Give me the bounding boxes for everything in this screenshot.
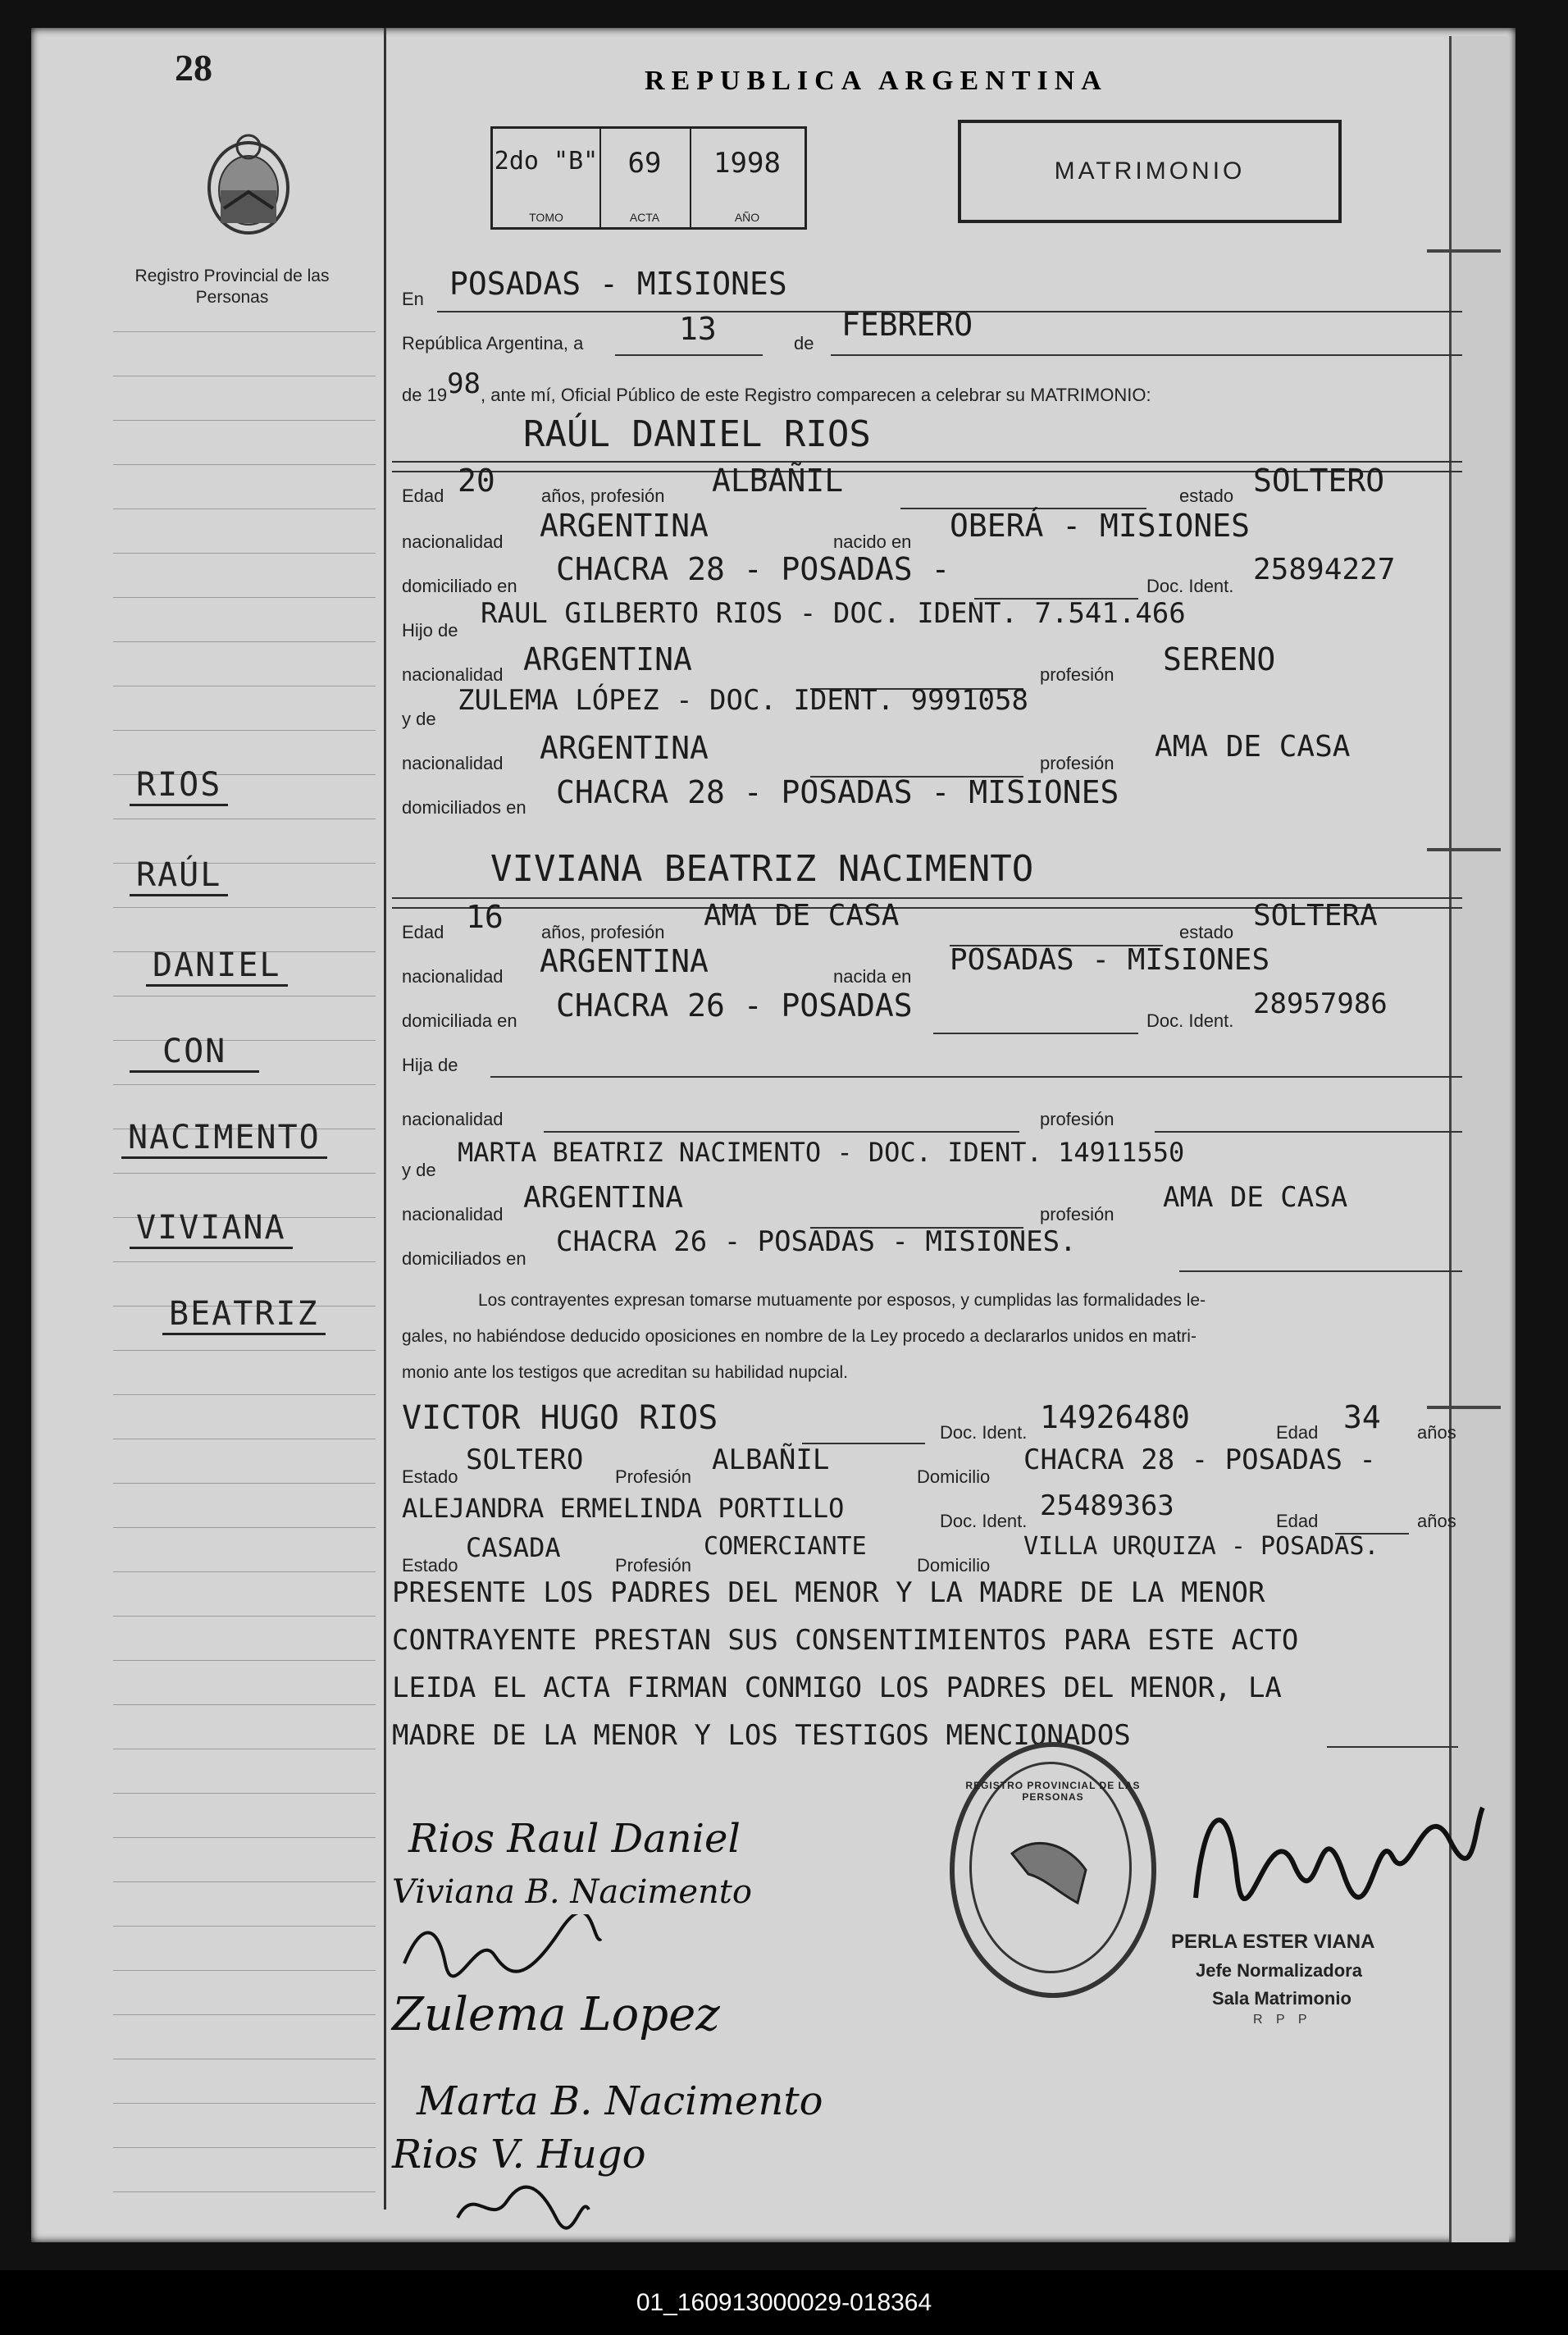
acta-cell: 69 ACTA — [599, 129, 691, 227]
witness2-estado-label: Estado — [402, 1555, 458, 1576]
signature-bride: Viviana B. Nacimento — [392, 1873, 752, 1911]
ruled-line — [113, 1837, 376, 1838]
witness1-dom-label: Domicilio — [917, 1466, 991, 1487]
groom-parents-dom: CHACRA 28 - POSADAS - MISIONES — [556, 774, 1119, 810]
tomo-cell: 2do "B" TOMO — [493, 129, 601, 227]
intro-sentence: , ante mí, Oficial Público de este Registro comparecen a celebrar su MATRIMONIO: — [481, 385, 1151, 405]
witness1-edad-label: Edad — [1276, 1422, 1319, 1443]
bride-estado-label: estado — [1179, 922, 1234, 942]
groom-nacido-en: OBERÁ - MISIONES — [950, 508, 1251, 544]
groom-parents-dom-label: domiciliados en — [402, 797, 526, 818]
bride-mother-prof-label: profesión — [1040, 1204, 1114, 1225]
ruled-line — [113, 641, 376, 642]
declaration-line-2: gales, no habiéndose deducido oposiciones en nombre de la Ley procedo a declararlos unidos en matri- — [402, 1327, 1197, 1346]
declaration-line-1: Los contrayentes expresan tomarse mutuamente por esposos, y cumplidas las formalidades le- — [478, 1291, 1206, 1310]
en-label: En — [402, 289, 424, 309]
ruled-line — [113, 2191, 376, 2192]
rep-label: República Argentina, a — [402, 333, 584, 353]
witness2-doc: 25489363 — [1040, 1489, 1174, 1522]
witness1-estado-label: Estado — [402, 1466, 458, 1487]
witness2-doc-label: Doc. Ident. — [940, 1511, 1028, 1531]
groom-father-prof-label: profesión — [1040, 664, 1114, 685]
official-name: PERLA ESTER VIANA — [1171, 1931, 1375, 1953]
bride-doc-label: Doc. Ident. — [1146, 1010, 1234, 1031]
ruled-line — [113, 420, 376, 421]
ruled-line — [113, 1571, 376, 1572]
note-line-1: PRESENTE LOS PADRES DEL MENOR Y LA MADRE DE LA MENOR — [392, 1576, 1265, 1609]
witness1-profesion: ALBAÑIL — [712, 1443, 830, 1476]
official-title: Jefe Normalizadora — [1196, 1960, 1362, 1981]
ruled-line — [113, 1660, 376, 1661]
witness2-domicilio: VILLA URQUIZA - POSADAS. — [1023, 1532, 1379, 1561]
note-line-2: CONTRAYENTE PRESTAN SUS CONSENTIMIENTOS PARA ESTE ACTO — [392, 1624, 1299, 1657]
month-value: FEBRERO — [841, 307, 973, 343]
ruled-line — [113, 1173, 376, 1174]
bride-father-prof-label: profesión — [1040, 1109, 1114, 1129]
ruled-line — [113, 1527, 376, 1528]
year-prefix: de 19 — [402, 385, 448, 405]
year-line — [402, 367, 1151, 408]
witness1-doc-label: Doc. Ident. — [940, 1422, 1028, 1443]
witness2-anos-label: años — [1417, 1511, 1456, 1531]
groom-father-prof: SERENO — [1163, 641, 1276, 677]
witness2-profesion: COMERCIANTE — [704, 1532, 867, 1561]
groom-edad-label: Edad — [402, 486, 444, 506]
bride-parents-dom-label: domiciliados en — [402, 1248, 526, 1269]
bride-profesion: AMA DE CASA — [704, 899, 900, 933]
bride-nacionalidad: ARGENTINA — [540, 943, 709, 979]
bride-mother-nac-label: nacionalidad — [402, 1204, 504, 1225]
witness1-name: VICTOR HUGO RIOS — [402, 1399, 718, 1437]
ruled-line — [113, 553, 376, 554]
groom-mother-nac-label: nacionalidad — [402, 753, 504, 773]
ruled-line — [113, 1926, 376, 1927]
groom-father-nac: ARGENTINA — [523, 641, 692, 677]
bride-domicilio: CHACRA 26 - POSADAS — [556, 987, 913, 1024]
bride-edad-label: Edad — [402, 922, 444, 942]
stub-first-name: RAÚL — [130, 856, 376, 896]
day-value: 13 — [679, 311, 717, 347]
stub-con: CON — [130, 1033, 376, 1073]
ruled-line — [113, 1881, 376, 1882]
groom-doc-label: Doc. Ident. — [1146, 576, 1234, 596]
witness2-name: ALEJANDRA ERMELINDA PORTILLO — [402, 1493, 845, 1524]
ruled-line — [113, 464, 376, 465]
bride-mother-label: y de — [402, 1160, 436, 1180]
witness1-prof-label: Profesión — [615, 1466, 691, 1487]
stub-surname: RIOS — [130, 766, 376, 806]
signature-witness: Rios V. Hugo — [392, 2132, 646, 2178]
groom-mother-prof-label: profesión — [1040, 753, 1114, 773]
registry-name: Registro Provincial de las Personas — [134, 267, 330, 307]
groom-prof-label: años, profesión — [541, 486, 665, 506]
groom-mother: ZULEMA LÓPEZ - DOC. IDENT. 9991058 — [458, 684, 1028, 717]
ruled-line — [113, 1793, 376, 1794]
bride-nacida-en: POSADAS - MISIONES — [950, 943, 1270, 977]
bride-parents-dom: CHACRA 26 - POSADAS - MISIONES. — [556, 1225, 1077, 1258]
ruled-line — [113, 1084, 376, 1085]
ruled-line — [113, 597, 376, 598]
ruled-line — [113, 1350, 376, 1351]
bride-doc: 28957986 — [1253, 987, 1388, 1020]
page-number: 28 — [175, 47, 212, 89]
groom-domicilio: CHACRA 28 - POSADAS - — [556, 551, 950, 587]
header-title: REPUBLICA ARGENTINA — [645, 66, 1108, 96]
official-abbr: R P P — [1253, 2013, 1312, 2027]
signature-bride-mother: Marta B. Nacimento — [417, 2078, 823, 2124]
signature-scribble — [396, 1914, 609, 1988]
note-line-4: MADRE DE LA MENOR Y LOS TESTIGOS MENCIONADOS — [392, 1719, 1131, 1752]
witness2-edad-label: Edad — [1276, 1511, 1319, 1531]
declaration-line-3: monio ante los testigos que acreditan su habilidad nupcial. — [402, 1363, 849, 1382]
ruled-line — [113, 1970, 376, 1971]
official-office: Sala Matrimonio — [1212, 1988, 1351, 2009]
groom-dom-label: domiciliado en — [402, 576, 517, 596]
groom-nac-label: nacionalidad — [402, 531, 504, 552]
groom-nacido-label: nacido en — [833, 531, 912, 552]
ruled-line — [113, 1483, 376, 1484]
ruled-line — [113, 1261, 376, 1262]
witness1-domicilio: CHACRA 28 - POSADAS - — [1023, 1443, 1376, 1476]
witness1-anos-label: años — [1417, 1422, 1456, 1443]
groom-profesion: ALBAÑIL — [712, 463, 844, 499]
groom-estado: SOLTERO — [1253, 463, 1385, 499]
groom-mother-label: y de — [402, 709, 436, 729]
groom-estado-label: estado — [1179, 486, 1234, 506]
bride-mother: MARTA BEATRIZ NACIMENTO - DOC. IDENT. 14911550 — [458, 1137, 1185, 1168]
seal-text: REGISTRO PROVINCIAL DE LAS PERSONAS — [965, 1780, 1141, 1803]
bride-father-nac-label: nacionalidad — [402, 1109, 504, 1129]
stub-bride-first: VIVIANA — [130, 1209, 376, 1249]
bride-prof-label: años, profesión — [541, 922, 665, 942]
signature-groom: Rios Raul Daniel — [408, 1816, 741, 1862]
bride-dom-label: domiciliada en — [402, 1010, 517, 1031]
ruled-line — [113, 2103, 376, 2104]
groom-father-label: Hijo de — [402, 620, 458, 641]
image-id-footer: 01_160913000029-018364 — [0, 2270, 1568, 2335]
witness1-doc: 14926480 — [1040, 1399, 1191, 1435]
de-label: de — [794, 333, 814, 353]
record-ref-box — [490, 126, 807, 230]
witness1-estado: SOLTERO — [466, 1443, 584, 1476]
place-value: POSADAS - MISIONES — [449, 266, 787, 302]
stub-bride-middle: BEATRIZ — [162, 1295, 408, 1335]
bride-name: VIVIANA BEATRIZ NACIMENTO — [490, 848, 1034, 890]
record-type-box — [958, 120, 1342, 223]
record-type: MATRIMONIO — [1054, 157, 1246, 185]
ruled-line — [113, 907, 376, 908]
bride-mother-nac: ARGENTINA — [523, 1181, 684, 1215]
official-seal — [950, 1742, 1156, 1998]
stub-bride-surname: NACIMENTO — [121, 1119, 367, 1159]
groom-mother-nac: ARGENTINA — [540, 730, 709, 766]
signature-scribble-2 — [449, 2177, 597, 2234]
ruled-line — [113, 1394, 376, 1395]
groom-father-nac-label: nacionalidad — [402, 664, 504, 685]
ruled-line — [113, 2014, 376, 2015]
groom-name: RAÚL DANIEL RIOS — [523, 413, 871, 455]
ruled-line — [113, 1704, 376, 1705]
witness2-estado: CASADA — [466, 1532, 561, 1563]
witness2-dom-label: Domicilio — [917, 1555, 991, 1576]
year-suffix: 98 — [447, 367, 481, 400]
witness2-prof-label: Profesión — [615, 1555, 691, 1576]
groom-mother-prof: AMA DE CASA — [1155, 730, 1351, 764]
groom-doc: 25894227 — [1253, 553, 1396, 586]
bride-mother-prof: AMA DE CASA — [1163, 1181, 1348, 1214]
ruled-line — [113, 2147, 376, 2148]
ano-cell: 1998 AÑO — [713, 147, 781, 224]
ruled-line — [113, 730, 376, 731]
groom-edad: 20 — [458, 463, 495, 499]
left-margin-column — [31, 28, 386, 2210]
coat-of-arms-icon — [199, 126, 298, 241]
official-signature — [1179, 1775, 1491, 1914]
certificate-page — [31, 28, 1516, 2242]
bride-nacida-label: nacida en — [833, 966, 912, 987]
province-map-icon — [1004, 1829, 1102, 1911]
bride-nac-label: nacionalidad — [402, 966, 504, 987]
note-line-3: LEIDA EL ACTA FIRMAN CONMIGO LOS PADRES DEL MENOR, LA — [392, 1671, 1282, 1704]
groom-nacionalidad: ARGENTINA — [540, 508, 709, 544]
signature-groom-mother: Zulema Lopez — [392, 1988, 720, 2041]
stub-middle-name: DANIEL — [146, 946, 392, 987]
bride-edad: 16 — [466, 899, 504, 935]
ruled-line — [113, 331, 376, 332]
witness1-edad: 34 — [1343, 1399, 1381, 1435]
ruled-line — [113, 1616, 376, 1617]
bride-estado: SOLTERA — [1253, 899, 1378, 933]
groom-father: RAUL GILBERTO RIOS - DOC. IDENT. 7.541.466 — [481, 597, 1186, 630]
bride-father-label: Hija de — [402, 1055, 458, 1075]
